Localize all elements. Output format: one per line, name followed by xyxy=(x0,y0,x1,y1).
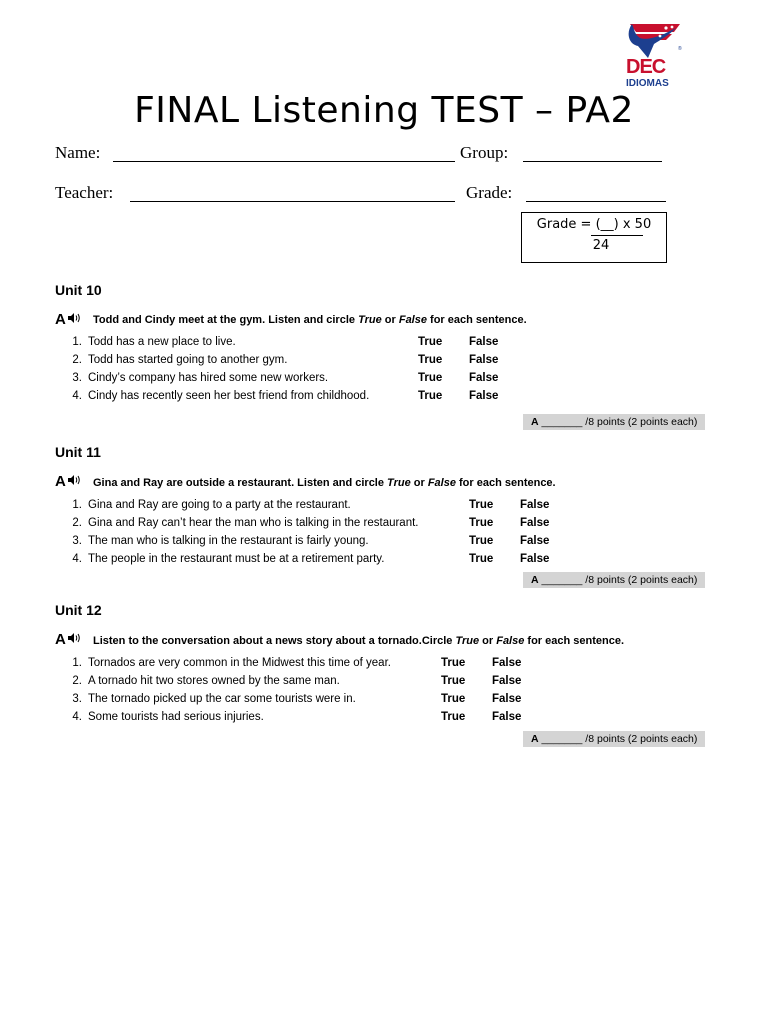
false-option[interactable]: False xyxy=(492,693,522,705)
false-option[interactable]: False xyxy=(469,390,499,402)
teacher-label: Teacher: xyxy=(55,183,114,202)
exercise-letter: A xyxy=(55,311,66,329)
false-option[interactable]: False xyxy=(469,336,499,348)
grade-formula-box xyxy=(521,212,667,263)
page-title: FINAL Listening TEST – PA2 xyxy=(134,90,634,131)
instructions: Gina and Ray are outside a restaurant. Listen and circle True or False for each sentence. xyxy=(93,477,556,489)
audio-speaker-icon xyxy=(67,631,81,649)
grade-denominator: 24 xyxy=(592,238,610,253)
false-option[interactable]: False xyxy=(520,517,550,529)
instructions: Todd and Cindy meet at the gym. Listen and circle True or False for each sentence. xyxy=(93,314,527,326)
unit-title: Unit 10 xyxy=(55,282,102,298)
score-box: A _______ /8 points (2 points each) xyxy=(523,731,705,747)
true-option[interactable]: True xyxy=(441,711,466,723)
audio-speaker-icon xyxy=(67,311,81,329)
grade-formula: Grade = (__) x 50 xyxy=(536,217,652,232)
score-box: A _______ /8 points (2 points each) xyxy=(523,414,705,430)
exercise-letter: A xyxy=(55,473,66,491)
group-line[interactable] xyxy=(523,161,662,162)
grade-label: Grade: xyxy=(466,183,513,202)
score-box: A _______ /8 points (2 points each) xyxy=(523,572,705,588)
name-line[interactable] xyxy=(113,161,455,162)
false-option[interactable]: False xyxy=(520,535,550,547)
true-option[interactable]: True xyxy=(418,336,443,348)
grade-line[interactable] xyxy=(526,201,666,202)
name-label: Name: xyxy=(55,143,101,162)
false-option[interactable]: False xyxy=(469,372,499,384)
true-option[interactable]: True xyxy=(441,675,466,687)
true-option[interactable]: True xyxy=(418,354,443,366)
unit-title: Unit 11 xyxy=(55,444,101,460)
false-option[interactable]: False xyxy=(492,711,522,723)
false-option[interactable]: False xyxy=(492,675,522,687)
true-option[interactable]: True xyxy=(469,553,494,565)
exercise-marker xyxy=(55,473,81,491)
group-label: Group: xyxy=(460,143,509,162)
true-option[interactable]: True xyxy=(441,693,466,705)
teacher-line[interactable] xyxy=(130,201,455,202)
true-option[interactable]: True xyxy=(469,499,494,511)
audio-speaker-icon xyxy=(67,473,81,491)
false-option[interactable]: False xyxy=(492,657,522,669)
true-option[interactable]: True xyxy=(441,657,466,669)
true-option[interactable]: True xyxy=(418,390,443,402)
logo-subtitle: IDIOMAS xyxy=(626,78,669,89)
svg-text:®: ® xyxy=(678,46,682,52)
unit-title: Unit 12 xyxy=(55,602,102,618)
fraction-bar xyxy=(591,235,643,236)
false-option[interactable]: False xyxy=(520,553,550,565)
true-option[interactable]: True xyxy=(469,517,494,529)
false-option[interactable]: False xyxy=(469,354,499,366)
true-option[interactable]: True xyxy=(469,535,494,547)
dec-idiomas-logo xyxy=(624,22,684,92)
true-option[interactable]: True xyxy=(418,372,443,384)
false-option[interactable]: False xyxy=(520,499,550,511)
instructions: Listen to the conversation about a news story about a tornado.Circle True or False for each sentence. xyxy=(93,635,625,647)
logo-brand: DEC xyxy=(626,56,666,78)
exercise-letter: A xyxy=(55,631,66,649)
exercise-marker xyxy=(55,311,81,329)
exercise-marker xyxy=(55,631,81,649)
